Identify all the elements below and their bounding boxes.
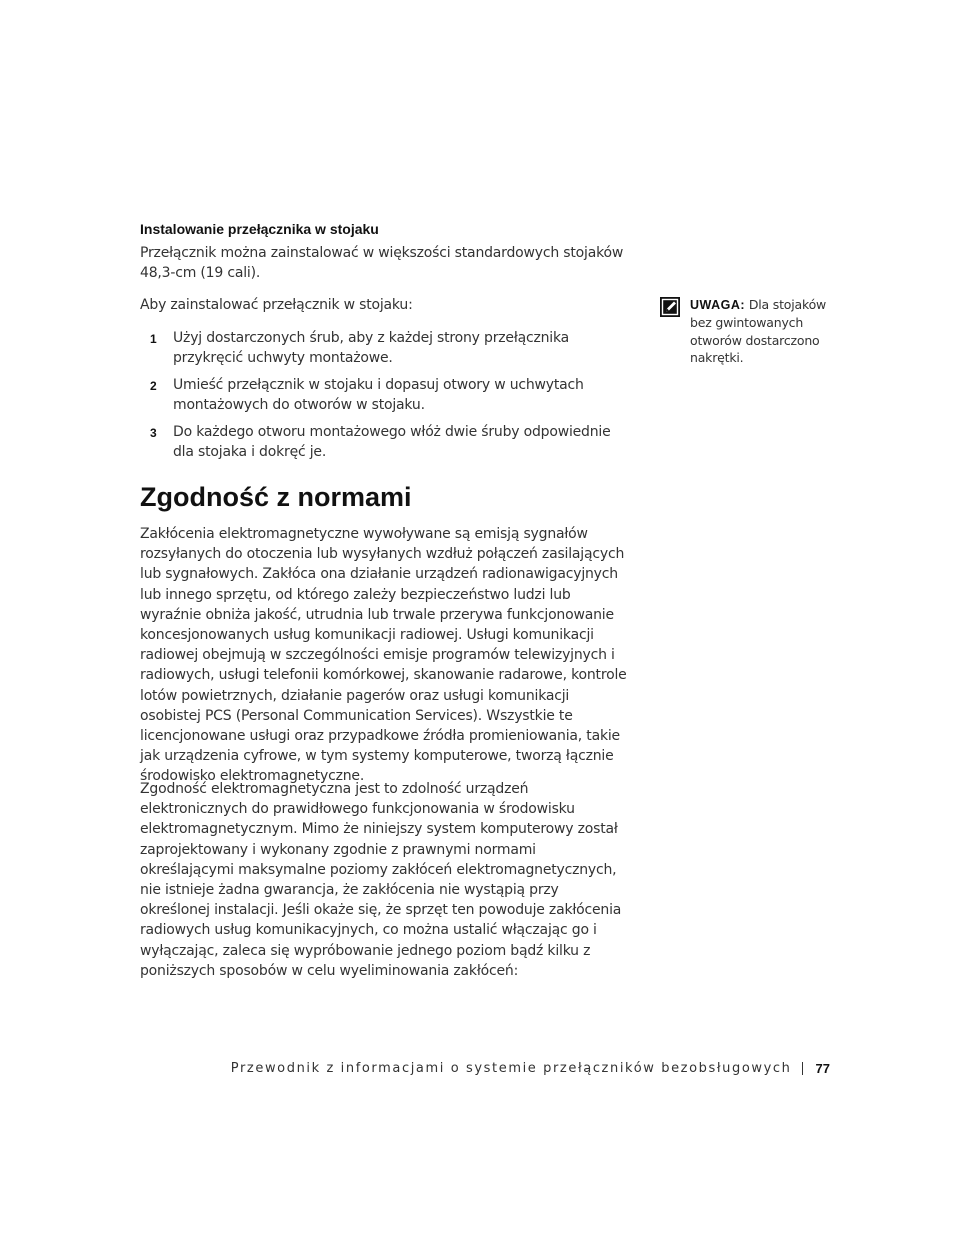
note-label: UWAGA: — [690, 298, 746, 312]
install-intro-paragraph: Przełącznik można zainstalować w większości standardowych stojaków 48,3-cm (19 cali). — [140, 245, 624, 282]
step-text: Użyj dostarczonych śrub, aby z każdej strony przełącznika przykręcić uchwyty montażowe. — [173, 330, 570, 366]
step-number: 3 — [150, 426, 157, 440]
note-pencil-icon — [660, 297, 680, 317]
step-number: 1 — [150, 332, 157, 346]
install-lead-paragraph: Aby zainstalować przełącznik w stojaku: — [140, 297, 413, 313]
page-number: 77 — [815, 1061, 830, 1076]
note-text: Dla stojaków bez gwintowanych otworów dostarczono nakrętki. — [690, 297, 827, 365]
footer-separator — [802, 1062, 803, 1075]
step-text: Do każdego otworu montażowego włóż dwie śruby odpowiednie dla stojaka i dokręć je. — [173, 424, 611, 460]
section-subheading: Instalowanie przełącznika w stojaku — [140, 221, 379, 237]
footer-guide-title: Przewodnik z informacjami o systemie przełączników bezobsługowych — [230, 1061, 792, 1076]
section-title: Zgodność z normami — [140, 482, 412, 512]
step-number: 2 — [150, 379, 157, 393]
page-footer — [231, 1061, 830, 1076]
compliance-paragraph-2: Zgodność elektromagnetyczna jest to zdolność urządzeń elektronicznych do prawidłowego funkcjonowania w środowisku elektromagnetycznym. Mimo że niniejszy system komputerowy został zaprojektowany i wykonany zgodnie z prawnymi normami określającymi maksymalne poziomy zakłóceń elektromagnetycznych, nie istnieje żadna gwarancja, że zakłócenia nie wystąpią przy określonej instalacji. Jeśli okaże się, że sprzęt ten powoduje zakłócenia radiowych usług komunikacyjnych, co można ustalić włączając go i wyłączając, zaleca się wypróbowanie jednego poziom bądź kilku z poniższych sposobów w celu wyeliminowania zakłóceń: — [140, 781, 622, 979]
note-text-block — [690, 296, 838, 366]
compliance-paragraph-1: Zakłócenia elektromagnetyczne wywoływane są emisją sygnałów rozsyłanych do otoczenia lub wysyłanych wzdłuż połączeń zasilających lub sygnałowych. Zakłóca ona działanie urządzeń radionawigacyjnych lub innego sprzętu, od którego zależy bezpieczeństwo ludzi lub wyraźnie obniża jakość, utrudnia lub trwale przerywa funkcjonowanie koncesjonowanych usług komunikacji radiowej. Usługi komunikacji radiowej obejmują w szczególności emisje programów telewizyjnych i radiowych, usługi telefonii komórkowej, skanowanie radarowe, kontrole lotów powietrznych, działanie pagerów oraz usługi komunikacji osobistej PCS (Personal Communication Services). Wszystkie te licencjonowane usługi oraz przypadkowe źródła promieniowania, takie jak urządzenia cyfrowe, w tym systemy komputerowe, tworzą łącznie środowisko elektromagnetyczne. — [140, 526, 627, 785]
step-text: Umieść przełącznik w stojaku i dopasuj otwory w uchwytach montażowych do otworów w stojaku. — [173, 377, 584, 413]
